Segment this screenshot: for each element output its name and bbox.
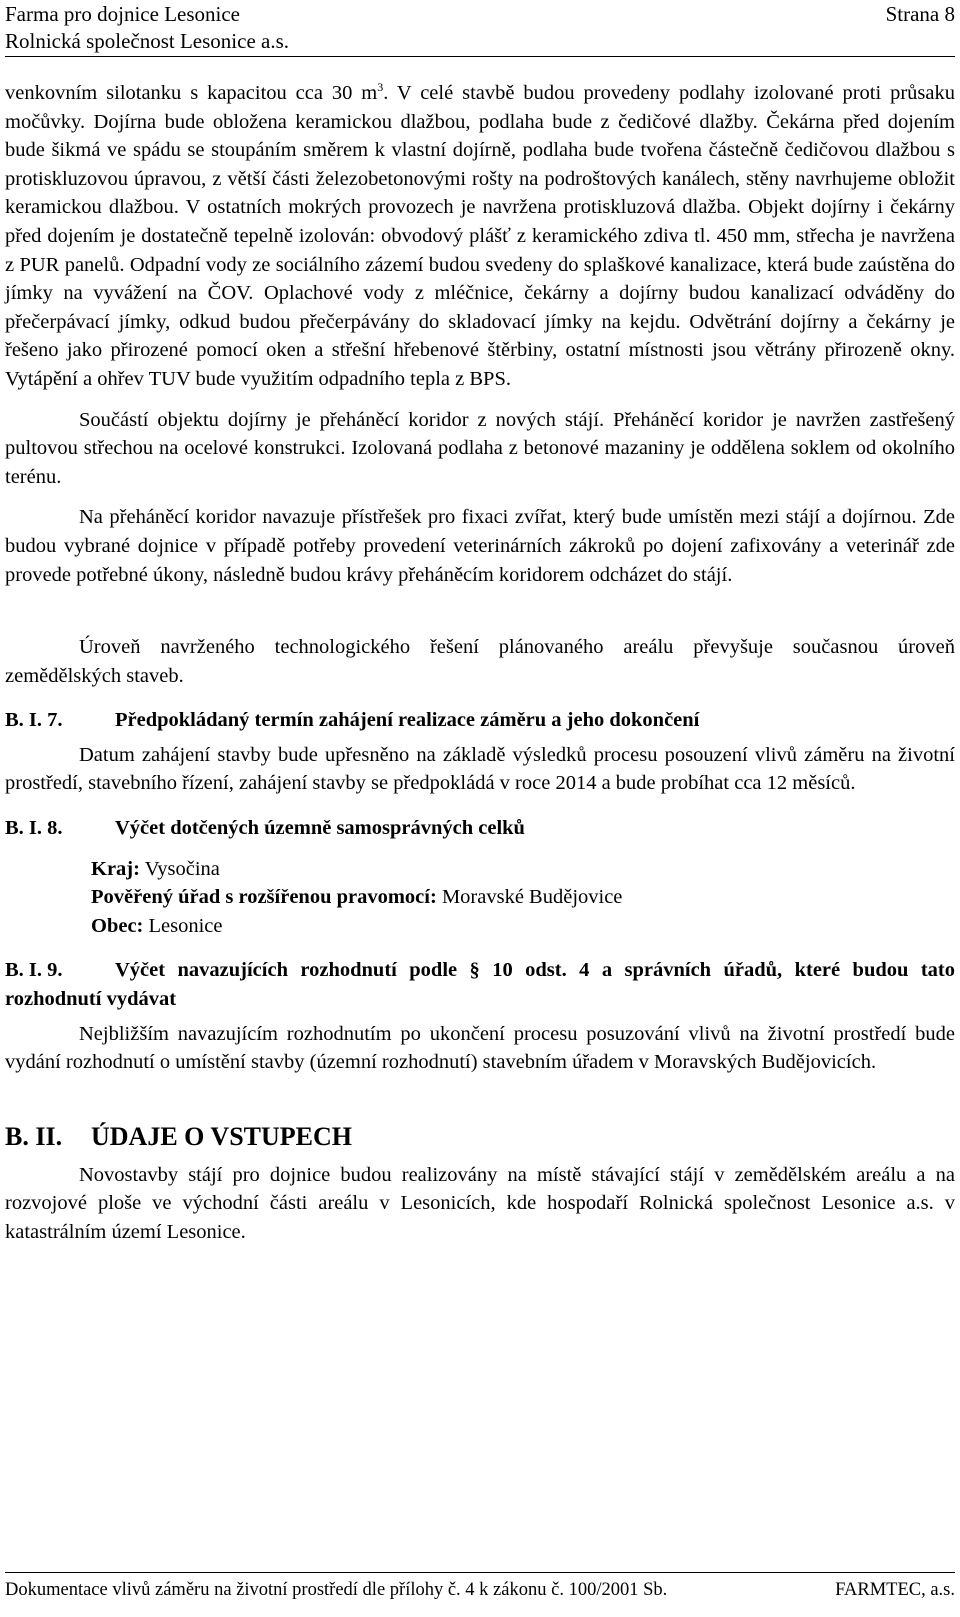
header-company: Farma pro dojnice Lesonice (5, 2, 240, 26)
page-footer (5, 1572, 955, 1600)
kraj-row (5, 855, 955, 884)
obec-label: Obec: (91, 914, 144, 937)
section-title: Předpokládaný termín zahájení realizace záměru a jeho dokončení (115, 709, 700, 732)
paragraph-construction-rest: . V celé stavbě budou provedeny podlahy izolované proti průsaku močůvky. Dojírna bude obložena keramickou dlažbou, podlaha bude z čedičové dlažby. Čekárna před dojením bude šikmá ve spádu se stoupáním směrem k vlastní dojírně, podlaha bude tvořena částečně čedičovou dlažbou s protiskluzovou úpravou, z větší části železobetonovými rošty na podroštových kanálech, stěny navrhujeme obložit keramickou dlažbou. V ostatních mokrých provozech je navržena protiskluzová dlažba. Objekt dojírny i čekárny před dojením je dostatečně tepelně izolován: obvodový plášť z keramického zdiva tl. 450 mm, střecha je navržena z PUR panelů. Odpadní vody ze sociálního zázemí budou svedeny do splaškové kanalizace, která bude zaústěna do jímky na vyvážení na ČOV. Oplachové vody z mléčnice, čekárny a dojírny budou kanalizací odváděny do přečerpávací jímky, odkud budou přečerpávány do skladovací jímky na kejdu. Odvětrání dojírny a čekárny je řešeno jako přirozené pomocí oken a střešní hřebenové štěrbiny, ostatní místnosti jsou větrány přirozeně okny. Vytápění a ohřev TUV bude využitím odpadního tepla z BPS. (5, 82, 955, 390)
paragraph-construction (5, 79, 955, 394)
page-content (5, 79, 955, 1247)
section-number: B. I. 9. (5, 959, 63, 982)
urad-row (5, 883, 955, 912)
kraj-value: Vysočina (144, 857, 220, 880)
section-b-ii-heading (5, 1121, 955, 1153)
obec-value: Lesonice (148, 914, 223, 937)
section-number: B. I. 7. (5, 709, 63, 732)
paragraph-technology-level: Úroveň navrženého technologického řešení plánovaného areálu převyšuje současnou úroveň zemědělských staveb. (5, 636, 955, 687)
section-title: Výčet dotčených územně samosprávných celků (115, 817, 525, 840)
document-page (5, 0, 955, 1617)
superscript-unit: 3 (377, 80, 384, 95)
section-b-i-9-heading (5, 956, 955, 1013)
paragraph-construction-start: venkovním silotanku s kapacitou cca 30 m (5, 82, 378, 104)
section-b-i-8-heading (5, 814, 955, 843)
section-b-ii-text: Novostavby stájí pro dojnice budou realizovány na místě stávající stájí v zemědělském areálu a na rozvojové ploše ve východní části areálu v Lesonicích, kde hospodaří Rolnická společnost Lesonice a.s. v katastrálním území Lesonice. (5, 1163, 955, 1243)
section-title: ÚDAJE O VSTUPECH (91, 1121, 353, 1151)
urad-value: Moravské Budějovice (441, 886, 623, 909)
header-owner: Rolnická společnost Lesonice a.s. (5, 29, 290, 53)
footer-document-title: Dokumentace vlivů záměru na životní prostředí dle přílohy č. 4 k zákonu č. 100/2001 Sb. (5, 1580, 668, 1600)
urad-label: Pověřený úřad s rozšířenou pravomocí: (91, 886, 437, 909)
section-b-i-9-text: Nejbližším navazujícím rozhodnutím po ukončení procesu posuzování vlivů na životní prostředí bude vydání rozhodnutí o umístění stavby (územní rozhodnutí) stavebním úřadem v Moravských Budějovicích. (5, 1022, 955, 1074)
header-page-number: Strana 8 (885, 2, 955, 26)
paragraph-shelter: Na přeháněcí koridor navazuje přístřešek pro fixaci zvířat, který bude umístěn mezi stájí a dojírnou. Zde budou vybrané dojnice v případě potřeby provedení veterinárních zákroků po dojení zafixovány a veterinář zde provede potřebné úkony, následně budou krávy přeháněcím koridorem odcházet do stájí. (5, 506, 955, 586)
section-number: B. I. 8. (5, 817, 63, 840)
paragraph-corridor: Součástí objektu dojírny je přeháněcí koridor z nových stájí. Přeháněcí koridor je navržen zastřešený pultovou střechou na ocelové konstrukci. Izolovaná podlaha z betonové mazaniny je oddělena soklem od okolního terénu. (5, 408, 955, 488)
page-header (5, 0, 955, 57)
section-b-i-7-heading (5, 706, 955, 735)
section-title: Výčet navazujících rozhodnutí podle § 10 odst. 4 a správních úřadů, které budou tato rozhodnutí vydávat (5, 959, 955, 1011)
kraj-label: Kraj: (91, 857, 140, 880)
section-b-i-7-text: Datum zahájení stavby bude upřesněno na základě výsledků procesu posouzení vlivů záměru na životní prostředí, stavebního řízení, zahájení stavby se předpokládá v roce 2014 a bude probíhat cca 12 měsíců. (5, 743, 955, 795)
footer-company: FARMTEC, a.s. (835, 1580, 955, 1600)
obec-row (5, 912, 955, 941)
section-number: B. II. (5, 1121, 63, 1151)
